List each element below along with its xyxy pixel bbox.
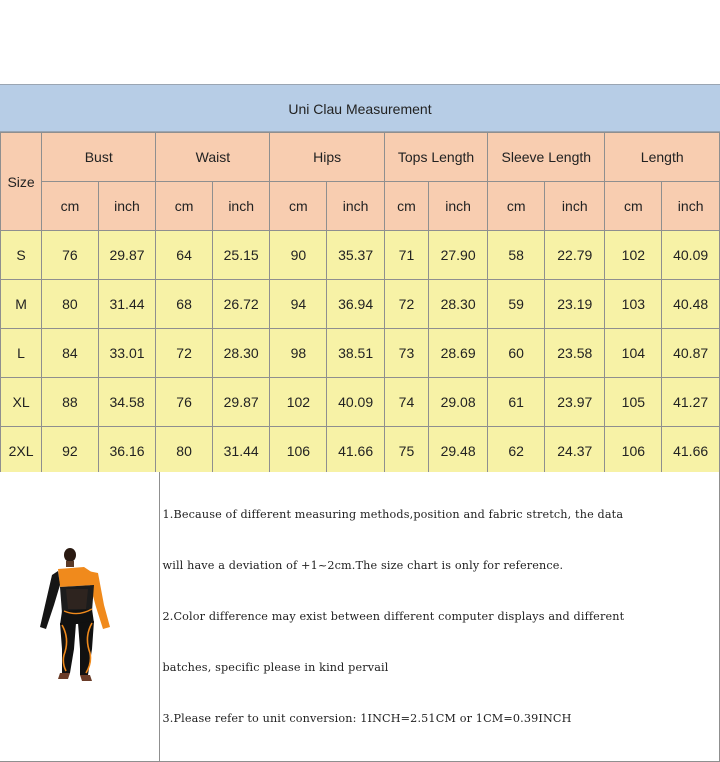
unit-label: inch — [327, 182, 385, 231]
unit-label: cm — [384, 182, 428, 231]
table-cell: 75 — [384, 427, 428, 476]
table-row — [1, 329, 720, 378]
unit-label: cm — [42, 182, 99, 231]
table-cell: 23.58 — [545, 329, 605, 378]
table-cell: 88 — [42, 378, 99, 427]
table-cell: 102 — [270, 378, 327, 427]
table-cell: 40.48 — [662, 280, 720, 329]
table-cell: 73 — [384, 329, 428, 378]
notes-section — [0, 472, 720, 725]
notes-table — [0, 472, 720, 762]
table-cell: 84 — [42, 329, 99, 378]
table-cell: 106 — [270, 427, 327, 476]
note-line: batches, specific please in kind pervail — [162, 661, 389, 674]
table-cell: 64 — [156, 231, 213, 280]
table-cell: 92 — [42, 427, 99, 476]
table-cell: 40.09 — [662, 231, 720, 280]
table-cell: 80 — [156, 427, 213, 476]
unit-label: cm — [156, 182, 213, 231]
table-cell: 34.58 — [98, 378, 156, 427]
column-header-hips: Hips — [270, 133, 384, 182]
unit-label: inch — [212, 182, 270, 231]
table-cell: 90 — [270, 231, 327, 280]
notes-cell — [160, 472, 720, 762]
notes-text — [160, 472, 719, 761]
table-cell: 72 — [384, 280, 428, 329]
table-cell: 25.15 — [212, 231, 270, 280]
size-label: S — [1, 231, 42, 280]
table-cell: 105 — [605, 378, 662, 427]
table-cell: 94 — [270, 280, 327, 329]
table-cell: 33.01 — [98, 329, 156, 378]
unit-label: inch — [662, 182, 720, 231]
column-header-waist: Waist — [156, 133, 270, 182]
chart-title: Uni Clau Measurement — [288, 101, 432, 117]
table-row — [1, 231, 720, 280]
size-header: Size — [1, 133, 42, 231]
table-cell: 98 — [270, 329, 327, 378]
table-cell: 41.66 — [327, 427, 385, 476]
table-cell: 103 — [605, 280, 662, 329]
table-cell: 58 — [488, 231, 545, 280]
table-cell: 59 — [488, 280, 545, 329]
table-cell: 29.48 — [429, 427, 488, 476]
note-line: 1.Because of different measuring methods,position and fabric stretch, the data — [162, 508, 624, 521]
table-cell: 36.16 — [98, 427, 156, 476]
table-cell: 22.79 — [545, 231, 605, 280]
table-cell: 28.69 — [429, 329, 488, 378]
table-cell: 31.44 — [212, 427, 270, 476]
table-cell: 106 — [605, 427, 662, 476]
table-cell: 38.51 — [327, 329, 385, 378]
table-cell: 61 — [488, 378, 545, 427]
unit-label: cm — [488, 182, 545, 231]
table-cell: 41.27 — [662, 378, 720, 427]
note-line: will have a deviation of +1~2cm.The size chart is only for reference. — [162, 559, 564, 572]
table-cell: 28.30 — [429, 280, 488, 329]
table-cell: 23.97 — [545, 378, 605, 427]
table-cell: 68 — [156, 280, 213, 329]
unit-row — [1, 182, 720, 231]
note-line: 3.Please refer to unit conversion: 1INCH=2.51CM or 1CM=0.39INCH — [162, 712, 572, 725]
table-cell: 76 — [156, 378, 213, 427]
unit-label: inch — [98, 182, 156, 231]
table-cell: 41.66 — [662, 427, 720, 476]
table-cell: 29.87 — [212, 378, 270, 427]
table-cell: 36.94 — [327, 280, 385, 329]
model-in-black-mesh-jumpsuit-with-orange-top-icon — [0, 545, 159, 683]
table-cell: 31.44 — [98, 280, 156, 329]
table-cell: 27.90 — [429, 231, 488, 280]
column-header-sleeve-length: Sleeve Length — [488, 133, 605, 182]
table-cell: 35.37 — [327, 231, 385, 280]
measurement-table — [0, 132, 720, 476]
table-cell: 29.08 — [429, 378, 488, 427]
table-cell: 72 — [156, 329, 213, 378]
column-header-length: Length — [605, 133, 720, 182]
table-cell: 60 — [488, 329, 545, 378]
product-photo — [0, 472, 160, 762]
unit-label: cm — [270, 182, 327, 231]
size-label: 2XL — [1, 427, 42, 476]
table-cell: 26.72 — [212, 280, 270, 329]
table-cell: 71 — [384, 231, 428, 280]
table-cell: 74 — [384, 378, 428, 427]
column-header-tops-length: Tops Length — [384, 133, 487, 182]
unit-label: cm — [605, 182, 662, 231]
table-cell: 29.87 — [98, 231, 156, 280]
table-cell: 104 — [605, 329, 662, 378]
size-label: M — [1, 280, 42, 329]
table-cell: 28.30 — [212, 329, 270, 378]
column-header-bust: Bust — [42, 133, 156, 182]
title-bar — [0, 84, 720, 132]
table-row — [1, 280, 720, 329]
table-cell: 76 — [42, 231, 99, 280]
table-cell: 40.09 — [327, 378, 385, 427]
table-cell: 23.19 — [545, 280, 605, 329]
unit-label: inch — [545, 182, 605, 231]
table-cell: 80 — [42, 280, 99, 329]
unit-label: inch — [429, 182, 488, 231]
table-row — [1, 427, 720, 476]
size-label: L — [1, 329, 42, 378]
header-row — [1, 133, 720, 182]
note-line: 2.Color difference may exist between different computer displays and different — [162, 610, 625, 623]
size-label: XL — [1, 378, 42, 427]
table-cell: 102 — [605, 231, 662, 280]
table-cell: 62 — [488, 427, 545, 476]
table-cell: 40.87 — [662, 329, 720, 378]
table-cell: 24.37 — [545, 427, 605, 476]
table-row — [1, 378, 720, 427]
